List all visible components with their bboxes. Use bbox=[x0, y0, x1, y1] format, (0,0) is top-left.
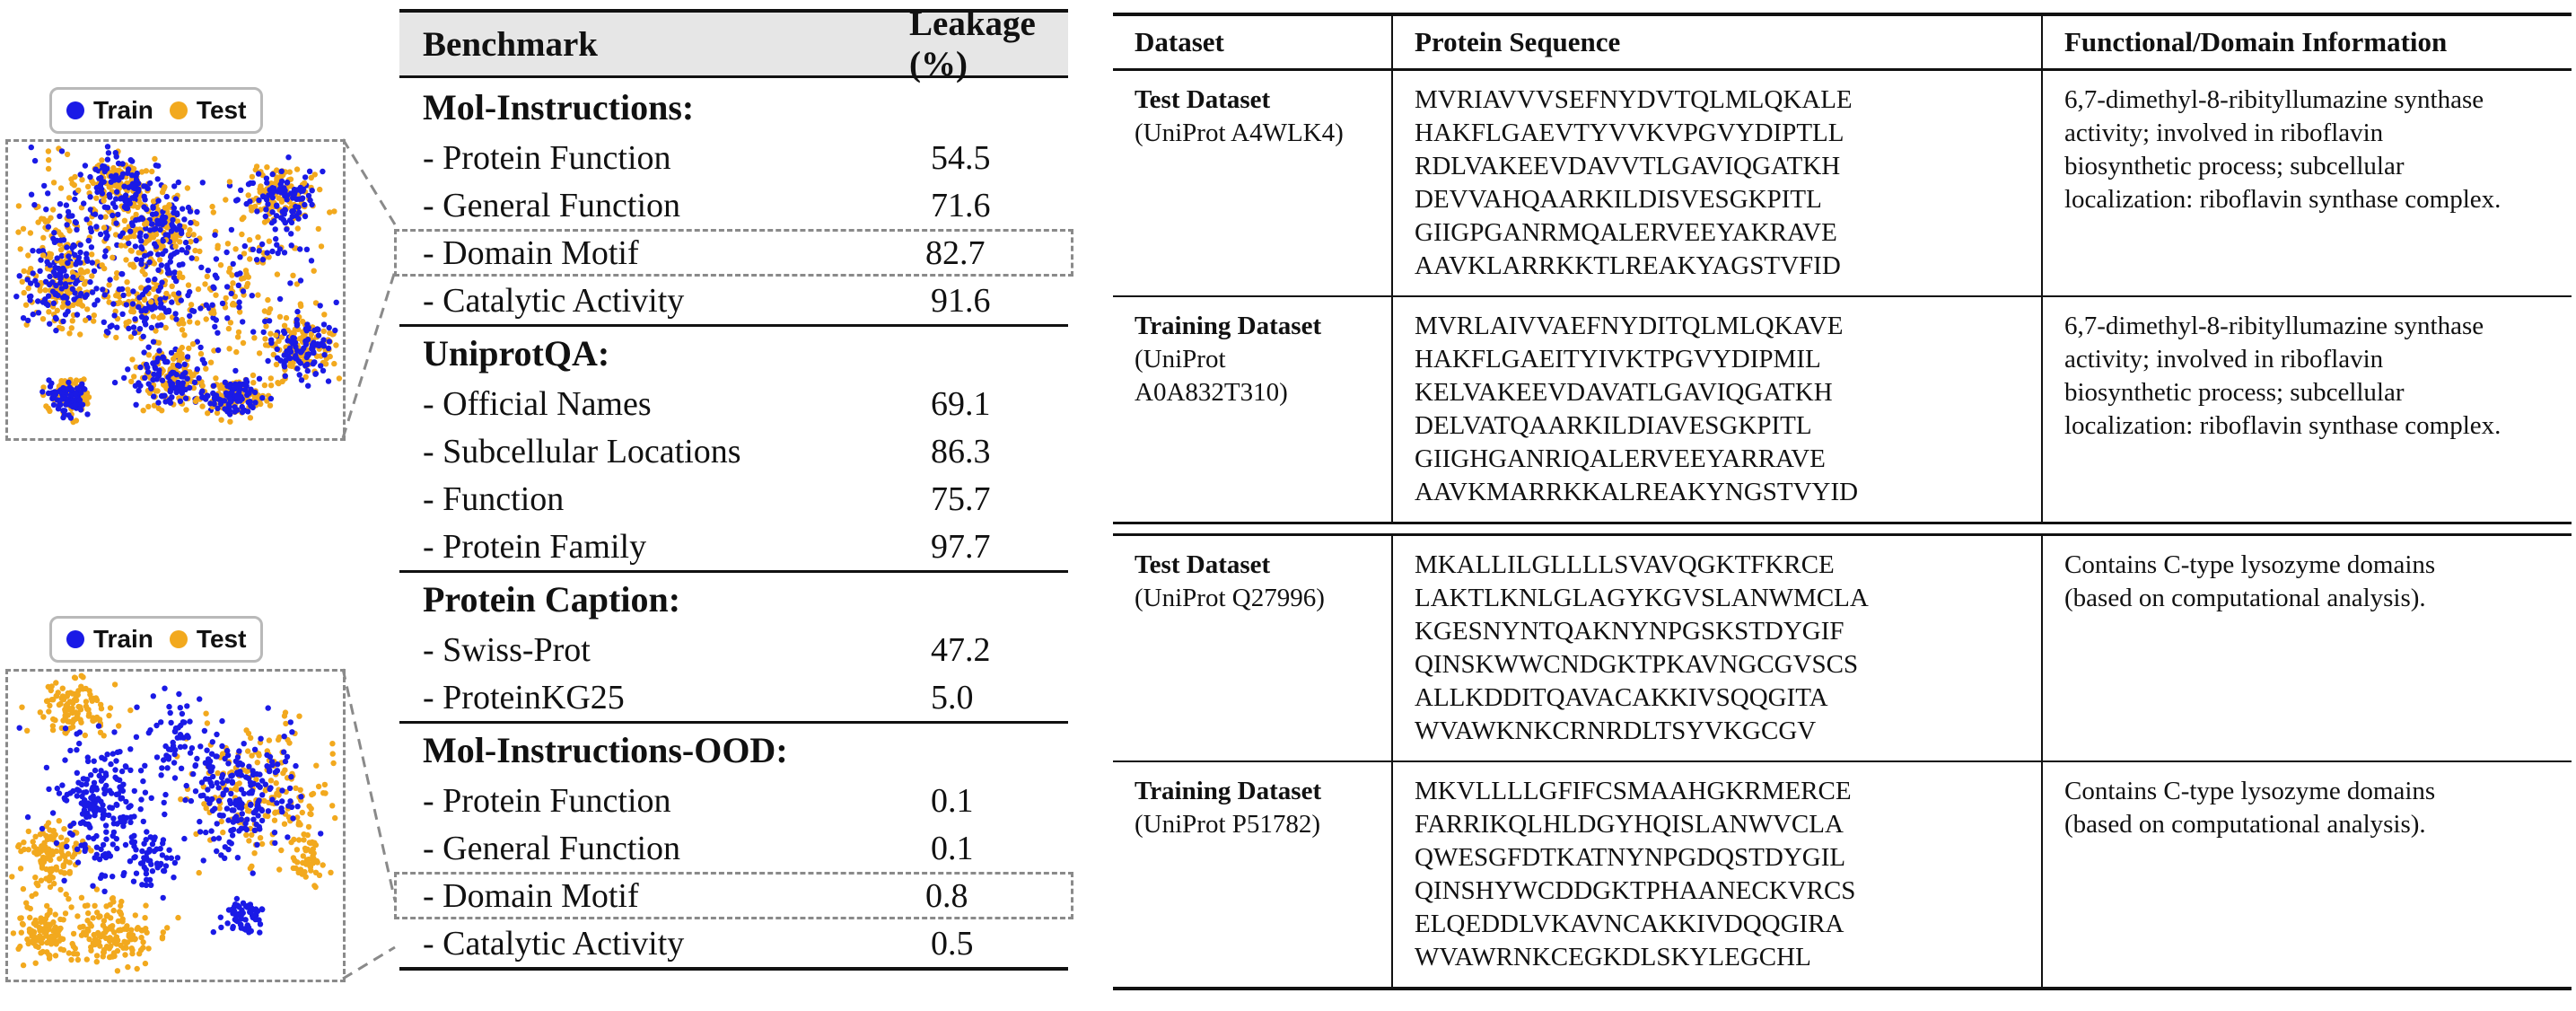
sequence-line: QINSKWWCNDGKTPKAVNGCGVSCS bbox=[1415, 650, 1859, 679]
group-title bbox=[399, 721, 1068, 777]
sequence-line: GIIGHGANRIQALERVEEYARRAVE bbox=[1415, 444, 1826, 473]
header-sequence: Protein Sequence bbox=[1391, 16, 2041, 68]
table-row-highlighted bbox=[394, 229, 1073, 277]
row-value: 5.0 bbox=[931, 678, 974, 716]
table-row bbox=[399, 523, 1068, 570]
sequence-line: WVAWKNKCRNRDLTSYVKGCGV bbox=[1415, 716, 1817, 745]
legend-test-label: Test bbox=[196, 625, 247, 653]
info-line: localization: riboflavin synthase complex. bbox=[2064, 185, 2502, 214]
legend-train-label: Train bbox=[93, 96, 153, 124]
row-name: - Protein Family bbox=[423, 527, 647, 566]
row-name: - Domain Motif bbox=[423, 876, 639, 915]
sequence-line: MVRLAIVVAEFNYDITQLMLQKAVE bbox=[1415, 312, 1844, 340]
row-name: - Domain Motif bbox=[423, 233, 639, 272]
sequence-line: LAKTLKNLGLAGYKGVSLANWMCLA bbox=[1415, 584, 1869, 612]
sequence-cell bbox=[1391, 297, 2041, 522]
info-line: biosynthetic process; subcellular bbox=[2064, 378, 2405, 407]
row-value: 97.7 bbox=[931, 527, 991, 566]
table-row bbox=[1113, 533, 2572, 762]
row-name: - Official Names bbox=[423, 384, 652, 423]
dataset-name: Training Dataset bbox=[1135, 777, 1322, 805]
row-value: 0.1 bbox=[931, 781, 974, 820]
row-value: 0.8 bbox=[925, 876, 968, 915]
row-name: - ProteinKG25 bbox=[423, 678, 625, 716]
row-name: - General Function bbox=[423, 186, 681, 224]
table-row bbox=[1113, 762, 2572, 987]
sequence-line: WVAWRNKCEGKDLSKYLEGCHL bbox=[1415, 943, 1811, 971]
sequence-line: RDLVAKEEVDAVVTLGAVIQGATKH bbox=[1415, 152, 1841, 180]
dataset-name: Test Dataset bbox=[1135, 550, 1271, 579]
dataset-id-line: A0A832T310) bbox=[1135, 378, 1288, 407]
leakage-table-header bbox=[399, 4, 1068, 84]
info-cell bbox=[2041, 762, 2572, 987]
sequence-line: MKALLILGLLLLSVAVQGKTFKRCE bbox=[1415, 550, 1835, 579]
row-name: - Swiss-Prot bbox=[423, 630, 591, 669]
sequence-line: KELVAKEEVDAVATLGAVIQGATKH bbox=[1415, 378, 1833, 407]
legend-test-label: Test bbox=[196, 96, 247, 124]
table-row bbox=[399, 673, 1068, 721]
sequence-line: AAVKLARRKKTLREAKYAGSTVFID bbox=[1415, 251, 1841, 280]
row-name: - Subcellular Locations bbox=[423, 432, 741, 470]
dataset-cell bbox=[1113, 297, 1391, 522]
dataset-cell bbox=[1113, 762, 1391, 987]
info-line: Contains C-type lysozyme domains bbox=[2064, 550, 2436, 579]
sequence-line: AAVKMARRKKALREAKYNGSTVYID bbox=[1415, 478, 1859, 506]
dataset-id-line: (UniProt bbox=[1135, 345, 1226, 374]
table-row bbox=[399, 626, 1068, 673]
info-line: activity; involved in riboflavin bbox=[2064, 119, 2384, 147]
sequence-line: QWESGFDTKATNYNPGDQSTDYGIL bbox=[1415, 843, 1846, 872]
sequence-line: DEVVAHQAARKILDISVESGKPITL bbox=[1415, 185, 1822, 214]
table-row bbox=[399, 475, 1068, 523]
sequence-table bbox=[1113, 13, 2572, 990]
sequence-line: FARRIKQLHLDGYHQISLANWVCLA bbox=[1415, 810, 1844, 839]
info-cell bbox=[2041, 71, 2572, 295]
header-dataset: Dataset bbox=[1135, 26, 1224, 57]
row-value: 75.7 bbox=[931, 479, 991, 518]
table-row bbox=[399, 181, 1068, 229]
row-value: 54.5 bbox=[931, 138, 991, 177]
info-line: (based on computational analysis). bbox=[2064, 810, 2426, 839]
legend-train-label: Train bbox=[93, 625, 153, 653]
sequence-cell bbox=[1391, 71, 2041, 295]
group-title bbox=[399, 570, 1068, 626]
info-line: 6,7-dimethyl-8-ribityllumazine synthase bbox=[2064, 85, 2484, 114]
header-benchmark: Benchmark bbox=[423, 24, 598, 64]
sequence-line: MKVLLLLGFIFCSMAAHGKRMERCE bbox=[1415, 777, 1852, 805]
sequence-line: HAKFLGAEITYIVKTPGVYDIPMIL bbox=[1415, 345, 1821, 374]
info-line: biosynthetic process; subcellular bbox=[2064, 152, 2405, 180]
row-value: 91.6 bbox=[931, 281, 991, 320]
leakage-table bbox=[399, 4, 1068, 971]
sequence-table-header bbox=[1113, 16, 2572, 71]
row-value: 69.1 bbox=[931, 384, 991, 423]
table-row bbox=[399, 777, 1068, 824]
row-value: 47.2 bbox=[931, 630, 991, 669]
dataset-cell bbox=[1113, 71, 1391, 295]
info-line: 6,7-dimethyl-8-ribityllumazine synthase bbox=[2064, 312, 2484, 340]
row-value: 86.3 bbox=[931, 432, 991, 470]
sequence-line: ELQEDDLVKAVNCAKKIVDQQGIRA bbox=[1415, 910, 1844, 938]
group-title-text: Mol-Instructions-OOD: bbox=[423, 730, 788, 770]
group-title-text: Mol-Instructions: bbox=[423, 87, 695, 127]
table-row bbox=[399, 919, 1068, 971]
table-row bbox=[399, 134, 1068, 181]
sequence-line: KGESNYNTQAKNYNPGSKSTDYGIF bbox=[1415, 617, 1844, 646]
dataset-id: (UniProt Q27996) bbox=[1135, 584, 1325, 612]
header-leakage: Leakage (%) bbox=[909, 4, 1036, 84]
sequence-line: MVRIAVVVSEFNYDVTQLMLQKALE bbox=[1415, 85, 1853, 114]
table-row bbox=[399, 427, 1068, 475]
info-cell bbox=[2041, 536, 2572, 760]
sequence-cell bbox=[1391, 762, 2041, 987]
row-name: - Function bbox=[423, 479, 565, 518]
sequence-line: HAKFLGAEVTYVVKVPGVYDIPTLL bbox=[1415, 119, 1844, 147]
info-cell bbox=[2041, 297, 2572, 522]
sequence-line: DELVATQAARKILDIAVESGKPITL bbox=[1415, 411, 1812, 440]
row-value: 82.7 bbox=[925, 233, 986, 272]
table-row bbox=[399, 277, 1068, 324]
table-row bbox=[1113, 71, 2572, 297]
dataset-id: (UniProt P51782) bbox=[1135, 810, 1321, 839]
table-row-highlighted bbox=[394, 872, 1073, 919]
sequence-line: QINSHYWCDDGKTPHAANECKVRCS bbox=[1415, 876, 1856, 905]
info-line: (based on computational analysis). bbox=[2064, 584, 2426, 612]
table-row bbox=[1113, 297, 2572, 524]
row-name: - Protein Function bbox=[423, 138, 671, 177]
group-title bbox=[399, 78, 1068, 134]
group-title-text: UniprotQA: bbox=[423, 333, 610, 374]
info-line: localization: riboflavin synthase complex. bbox=[2064, 411, 2502, 440]
row-value: 71.6 bbox=[931, 186, 991, 224]
header-info: Functional/Domain Information bbox=[2041, 16, 2572, 68]
group-title-text: Protein Caption: bbox=[423, 579, 681, 620]
sequence-line: GIIGPGANRMQALERVEEYAKRAVE bbox=[1415, 218, 1837, 247]
dataset-id: (UniProt A4WLK4) bbox=[1135, 119, 1344, 147]
connector-line-bottom-b bbox=[343, 947, 395, 979]
connector-line-top-a bbox=[343, 139, 395, 224]
sequence-line: ALLKDDITQAVACAKKIVSQQGITA bbox=[1415, 683, 1828, 712]
dataset-name: Training Dataset bbox=[1135, 312, 1322, 340]
row-name: - Protein Function bbox=[423, 781, 671, 820]
table-row bbox=[399, 380, 1068, 427]
dataset-cell bbox=[1113, 536, 1391, 760]
group-title bbox=[399, 324, 1068, 380]
dataset-name: Test Dataset bbox=[1135, 85, 1271, 114]
row-name: - Catalytic Activity bbox=[423, 281, 685, 320]
row-value: 0.1 bbox=[931, 829, 974, 867]
info-line: activity; involved in riboflavin bbox=[2064, 345, 2384, 374]
table-row bbox=[399, 824, 1068, 872]
row-name: - General Function bbox=[423, 829, 681, 867]
sequence-cell bbox=[1391, 536, 2041, 760]
info-line: Contains C-type lysozyme domains bbox=[2064, 777, 2436, 805]
row-value: 0.5 bbox=[931, 924, 974, 963]
row-name: - Catalytic Activity bbox=[423, 924, 685, 963]
connector-line-top-b bbox=[343, 271, 395, 438]
connector-line-bottom-a bbox=[343, 669, 395, 901]
